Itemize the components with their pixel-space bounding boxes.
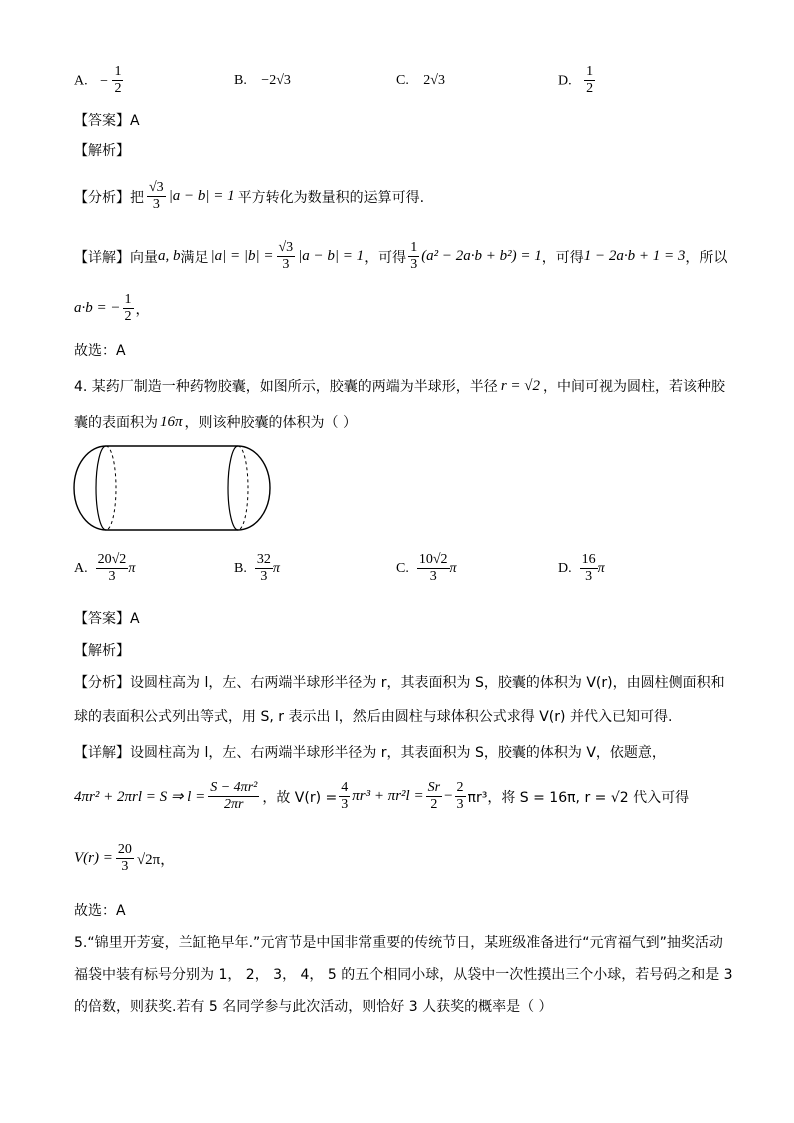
q4-fenxi-line2: 球的表面积公式列出等式，用 S, r 表示出 l，然后由圆柱与球体积公式求得 V(r) 并代入已知可得. — [74, 709, 673, 725]
left-cap-front-arc — [96, 446, 106, 530]
q5-line2: 福袋中装有标号分别为 1， 2， 3， 4， 5 的五个相同小球，从袋中一次性摸出三个小球，若号码之和是 3 — [74, 967, 733, 983]
q3-option-a-fraction: $\frac{1}{2}$ — [114, 64, 122, 96]
q4-result-fraction: $\frac{20}{3}$ — [117, 842, 132, 874]
q3-option-d: D. $\frac{1}{2}$ — [558, 64, 594, 96]
q4-option-a-fraction: $\frac{20√2}{3}$ — [97, 552, 127, 584]
right-cap-front-arc — [228, 446, 238, 530]
q4-result: V(r) = $\frac{20}{3}$ √2π， — [74, 842, 176, 874]
q4-formula-l-fraction: $\frac{\text{S − 4πr²}}{2\pi r}$ — [210, 780, 258, 812]
capsule-outline — [74, 446, 270, 530]
q3-analysis-heading: 【解析】 — [74, 143, 130, 159]
q4-fenxi-line1: 【分析】设圆柱高为 l，左、右两端半球形半径为 r，其表面积为 S，胶囊的体积为 V(r)，由圆柱侧面积和 — [74, 675, 725, 691]
q4-option-b: B. $\frac{32}{3}$ π — [234, 552, 280, 584]
q5-line1: 5.“锦里开芳宴，兰缸艳早年.”元宵节是中国非常重要的传统节日，某班级准备进行“元宵福气到”抽奖活动 — [74, 935, 723, 951]
q4-xiangjie-line1: 【详解】设圆柱高为 l，左、右两端半球形半径为 r，其表面积为 S，胶囊的体积为 V，依题意， — [74, 745, 666, 761]
q3-xiangjie-eq1-fraction: $\frac{1}{3}$ — [410, 240, 418, 272]
q4-option-d: D. $\frac{16}{3}$ π — [558, 552, 605, 584]
left-cap-back-arc — [106, 446, 116, 530]
q3-choose: 故选：A — [74, 343, 126, 359]
q4-formula-sr-fraction: $\frac{Sr}{2}$ — [427, 780, 441, 812]
q4-option-c-fraction: $\frac{10√2}{3}$ — [418, 552, 448, 584]
q4-option-c: C. $\frac{10√2}{3}$ π — [396, 552, 457, 584]
q4-option-b-fraction: $\frac{32}{3}$ — [256, 552, 271, 584]
q4-option-a: A. $\frac{20√2}{3}$ π — [74, 552, 136, 584]
q4-stem-line2: 囊的表面积为 16π ，则该种胶囊的体积为（ ） — [74, 413, 357, 431]
q4-option-d-fraction: $\frac{16}{3}$ — [581, 552, 596, 584]
q4-choose: 故选：A — [74, 903, 126, 919]
q3-option-b: B. −2√3 — [234, 73, 291, 88]
q4-analysis-heading: 【解析】 — [74, 643, 130, 659]
q3-xiangjie-line2-fraction: $\frac{1}{2}$ — [124, 292, 132, 324]
q4-formula-v-fraction: $\frac{4}{3}$ — [341, 780, 349, 812]
q3-xiangjie-line1: 【详解】向量 a, b 满足 |a| = |b| = $\frac{√3}{3}$ |a − b| = 1 ，可得 $\frac{1}{3}$ (a² − 2a·b + b²) = 1 ，可得 1 − 2a·b + 1 = 3 ，所以 — [74, 240, 728, 272]
q4-formula-two-thirds-fraction: $\frac{2}{3}$ — [456, 780, 464, 812]
q3-xiangjie-line2: a·b = − $\frac{1}{2}$ ， — [74, 292, 150, 324]
q4-formula-line: 4πr² + 2πrl = S ⇒ l = $\frac{\text{S − 4πr²}}{2\pi r}$ ，故 V(r) = $\frac{4}{3}$ πr³ + πr²l = $\frac{Sr}{2}$ − $\frac{2}{3}$ πr³，将 S = 16π, r = √2 代入可得 — [74, 780, 690, 812]
q3-fenxi: 【分析】把 $\frac{√3}{3}$ |a − b| = 1 平方转化为数量积的运算可得. — [74, 180, 425, 212]
q3-option-d-fraction: $\frac{1}{2}$ — [586, 64, 594, 96]
q4-stem-line1: 4. 某药厂制造一种药物胶囊，如图所示，胶囊的两端为半球形，半径 r = √2 ，中间可视为圆柱，若该种胶 — [74, 377, 726, 395]
capsule-figure — [70, 440, 276, 536]
q3-answer: 【答案】A — [74, 113, 140, 129]
q3-fenxi-fraction: $\frac{√3}{3}$ — [149, 180, 164, 212]
q3-option-a: A. − $\frac{1}{2}$ — [74, 64, 122, 96]
q4-answer: 【答案】A — [74, 611, 140, 627]
q3-option-c: C. 2√3 — [396, 73, 445, 88]
right-cap-back-arc — [238, 446, 248, 530]
q5-line3: 的倍数，则获奖.若有 5 名同学参与此次活动，则恰好 3 人获奖的概率是（ ） — [74, 999, 553, 1015]
q3-xiangjie-fraction: $\frac{√3}{3}$ — [278, 240, 294, 272]
